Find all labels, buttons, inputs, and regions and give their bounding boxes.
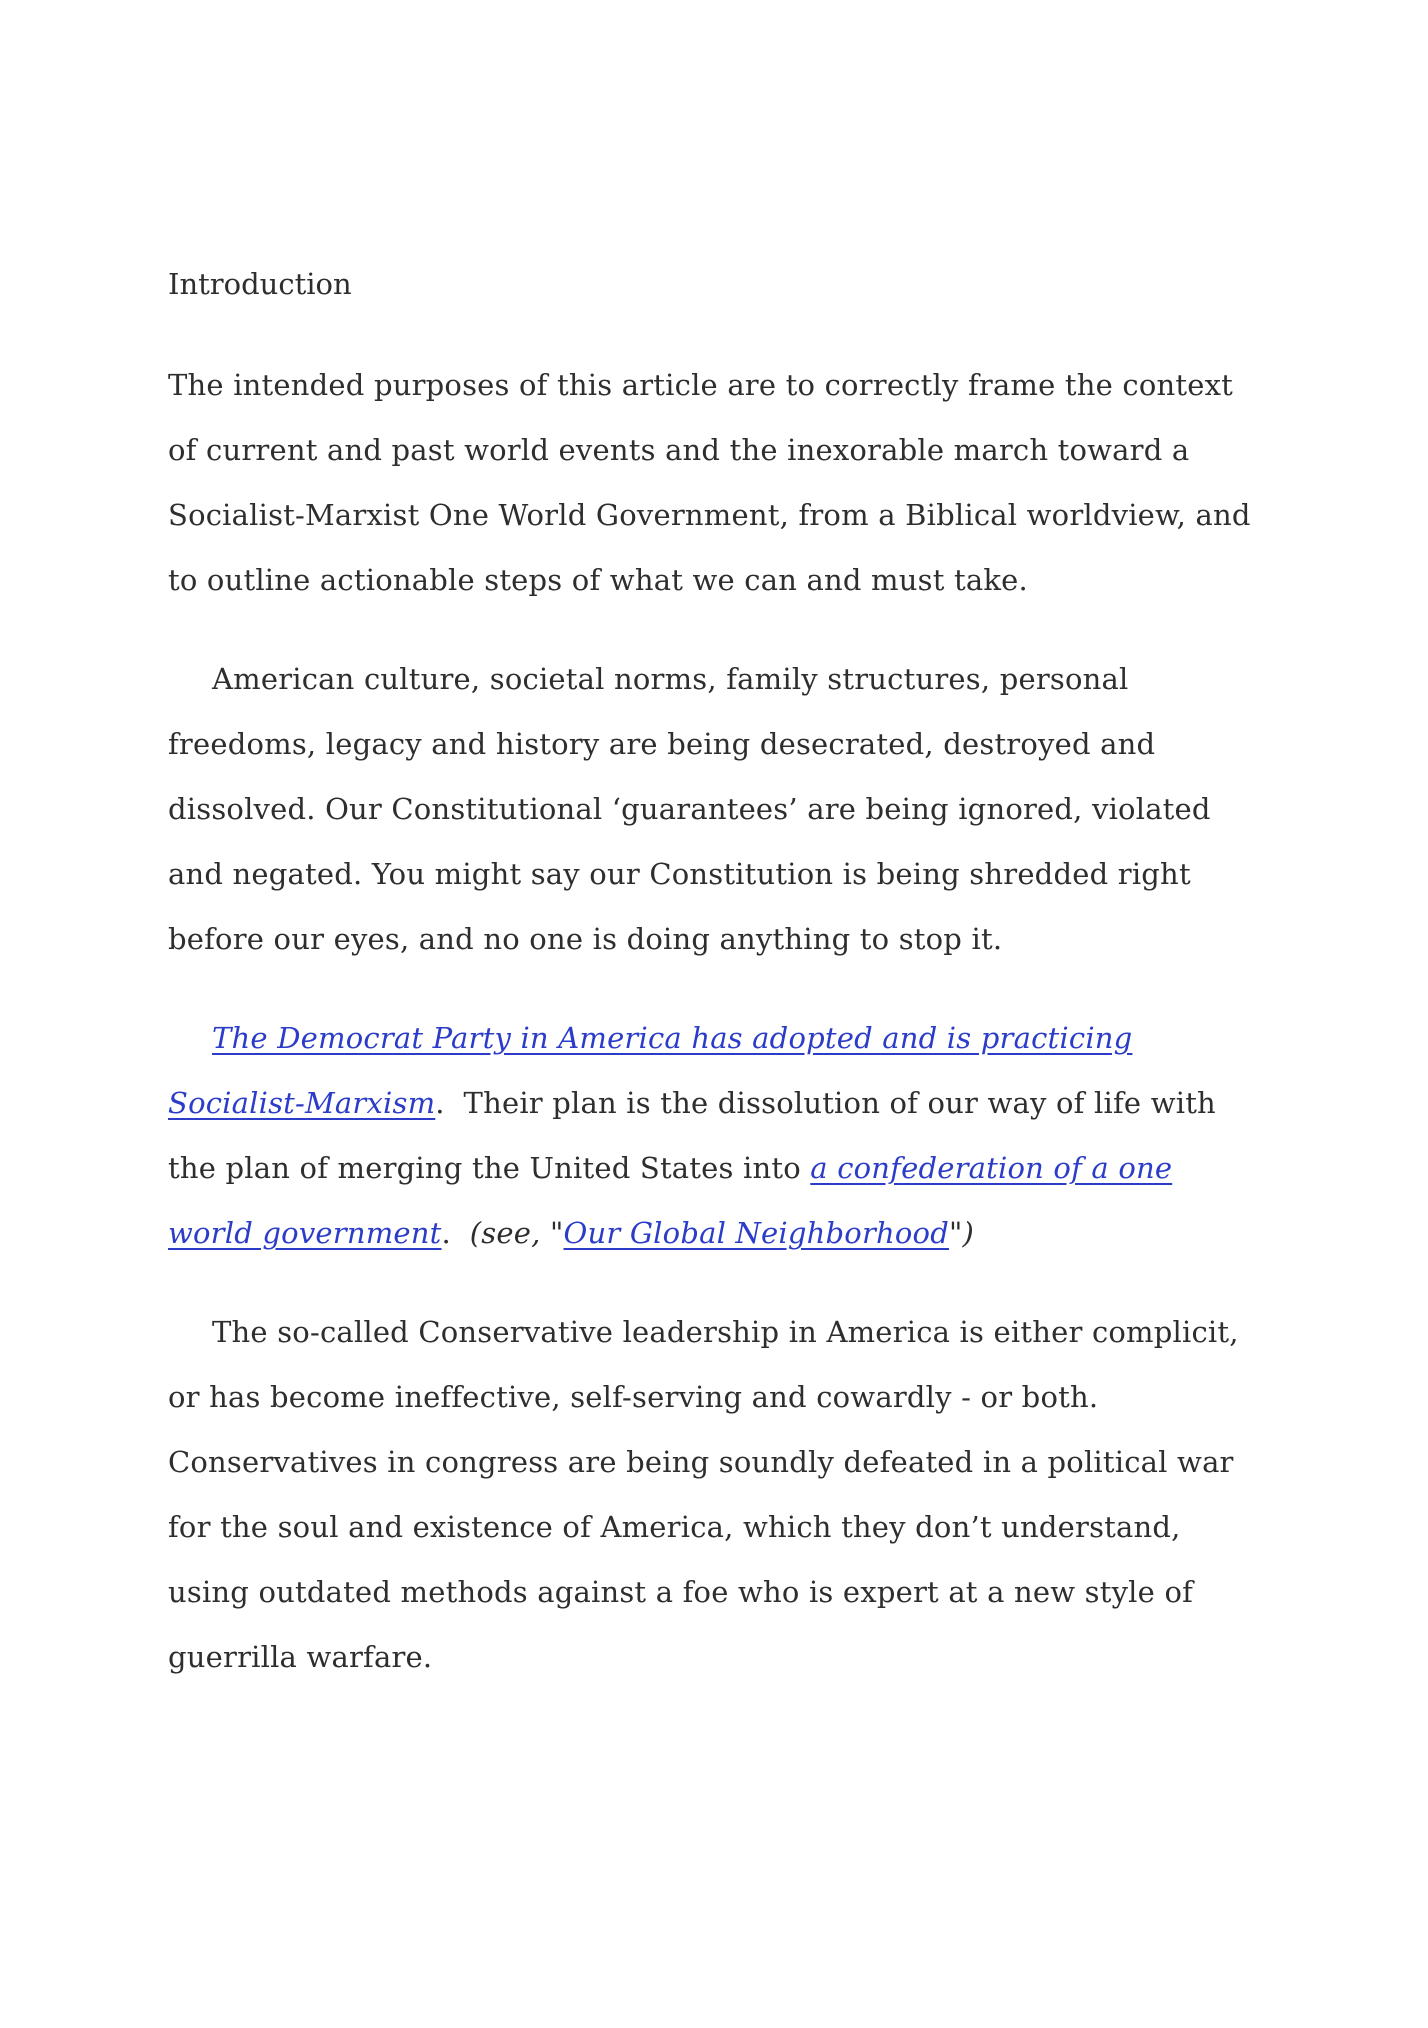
text-link[interactable]: a confederation of a one world government (168, 1151, 1173, 1250)
text-run: The intended purposes of this article are to correctly frame the context of current and past world events and the inexorable march toward a Socialist-Marxist One World Government, from a Biblical worldview, and to outline actionable steps of what we can and must take. (168, 368, 1251, 597)
section-heading: Introduction (168, 267, 352, 301)
italic-text-run: (see, " (469, 1216, 564, 1250)
text-run: The so-called Conservative leadership in America is either complicit, or has become ineffective, self-serving and cowardly - or both. Conservatives in congress are being soundly defeated in a political war for the soul and existence of America, which they don’t understand, using outdated methods against a foe who is expert at a new style of guerrilla warfare. (168, 1315, 1239, 1674)
text-run: American culture, societal norms, family structures, personal freedoms, legacy and history are being desecrated, destroyed and dissolved. Our Constitutional ‘guarantees’ are being ignored, violated and negated. You might say our Constitution is being shredded right before our eyes, and no one is doing anything to stop it. (168, 662, 1211, 956)
article-body (168, 353, 1260, 1690)
text-run: . Their plan is the dissolution of our way of life with the plan of merging the United States into (168, 1086, 1216, 1185)
paragraph (168, 647, 1260, 972)
text-run: . (441, 1216, 470, 1250)
italic-text-run: ") (948, 1216, 975, 1250)
text-link[interactable]: The Democrat Party in America has adopted and is practicing Socialist-Marxism (168, 1021, 1133, 1120)
text-link[interactable]: Our Global Neighborhood (563, 1216, 949, 1250)
paragraph (168, 1300, 1260, 1690)
paragraph (168, 353, 1260, 613)
paragraph (168, 1006, 1260, 1266)
